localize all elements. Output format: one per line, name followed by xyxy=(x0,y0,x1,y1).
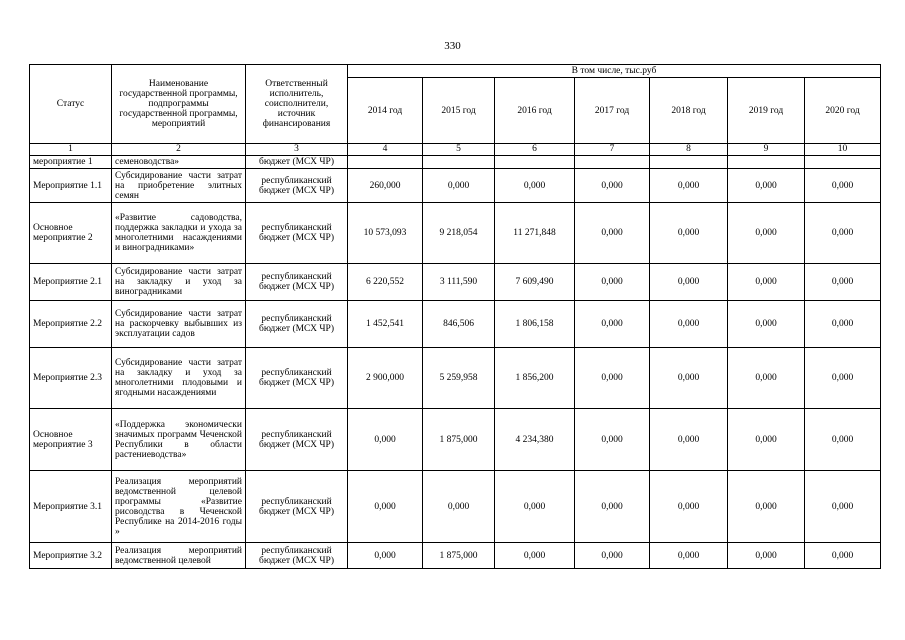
table-row xyxy=(30,348,881,409)
table-row xyxy=(30,203,881,264)
header-year: 2014 год xyxy=(348,78,423,144)
index-cell: 5 xyxy=(423,144,495,156)
executor-cell: республиканский бюджет (МСХ ЧР) xyxy=(246,543,348,569)
index-cell: 1 xyxy=(30,144,112,156)
header-year: 2019 год xyxy=(728,78,805,144)
value-cell: 1 806,158 xyxy=(495,301,575,348)
value-cell: 0,000 xyxy=(348,543,423,569)
value-cell: 1 856,200 xyxy=(495,348,575,409)
value-cell: 0,000 xyxy=(495,471,575,543)
table-row xyxy=(30,156,881,169)
header-year: 2018 год xyxy=(650,78,728,144)
table-row xyxy=(30,471,881,543)
table-row xyxy=(30,409,881,471)
page-number: 330 xyxy=(444,40,461,52)
status-cell: Мероприятие 1.1 xyxy=(30,169,112,203)
name-cell: Субсидирование части затрат на приобретение элитных семян xyxy=(112,169,246,203)
value-cell: 0,000 xyxy=(575,471,650,543)
header-executor: Ответственный исполнитель, соисполнители, источник финансирования xyxy=(246,65,348,144)
index-cell: 6 xyxy=(495,144,575,156)
value-cell: 0,000 xyxy=(575,348,650,409)
value-cell: 10 573,093 xyxy=(348,203,423,264)
value-cell: 0,000 xyxy=(575,203,650,264)
header-group: В том числе, тыс.руб xyxy=(348,65,881,78)
value-cell: 0,000 xyxy=(348,471,423,543)
value-cell: 5 259,958 xyxy=(423,348,495,409)
value-cell: 0,000 xyxy=(805,409,881,471)
value-cell: 11 271,848 xyxy=(495,203,575,264)
value-cell xyxy=(495,156,575,169)
name-cell: Субсидирование части затрат на закладку и уход за многолетними плодовыми и ягодными насаждениями xyxy=(112,348,246,409)
name-cell: Реализация мероприятий ведомственной целевой xyxy=(112,543,246,569)
value-cell: 0,000 xyxy=(805,471,881,543)
name-cell: Субсидирование части затрат на закладку и уход за виноградниками xyxy=(112,264,246,301)
value-cell xyxy=(805,156,881,169)
status-cell: Мероприятие 2.2 xyxy=(30,301,112,348)
value-cell: 0,000 xyxy=(728,471,805,543)
index-row xyxy=(30,144,881,156)
status-cell: Мероприятие 2.3 xyxy=(30,348,112,409)
executor-cell: республиканский бюджет (МСХ ЧР) xyxy=(246,169,348,203)
value-cell: 0,000 xyxy=(728,409,805,471)
name-cell: семеноводства» xyxy=(112,156,246,169)
value-cell: 0,000 xyxy=(805,543,881,569)
value-cell: 7 609,490 xyxy=(495,264,575,301)
executor-cell: республиканский бюджет (МСХ ЧР) xyxy=(246,264,348,301)
value-cell: 0,000 xyxy=(495,169,575,203)
value-cell xyxy=(348,156,423,169)
status-cell: мероприятие 1 xyxy=(30,156,112,169)
value-cell: 2 900,000 xyxy=(348,348,423,409)
status-cell: Основное мероприятие 2 xyxy=(30,203,112,264)
index-cell: 4 xyxy=(348,144,423,156)
header-year: 2020 год xyxy=(805,78,881,144)
value-cell: 0,000 xyxy=(728,203,805,264)
index-cell: 7 xyxy=(575,144,650,156)
value-cell: 0,000 xyxy=(575,169,650,203)
name-cell: «Развитие садоводства, поддержка закладки и ухода за многолетними насаждениями и виноградниками» xyxy=(112,203,246,264)
value-cell: 0,000 xyxy=(423,471,495,543)
value-cell: 0,000 xyxy=(575,409,650,471)
value-cell: 0,000 xyxy=(423,169,495,203)
value-cell: 0,000 xyxy=(650,169,728,203)
value-cell: 6 220,552 xyxy=(348,264,423,301)
value-cell: 0,000 xyxy=(650,301,728,348)
status-cell: Мероприятие 3.2 xyxy=(30,543,112,569)
table-row xyxy=(30,169,881,203)
value-cell: 0,000 xyxy=(728,543,805,569)
value-cell: 0,000 xyxy=(650,348,728,409)
header-name: Наименование государственной программы, подпрограммы государственной программы, мероприятий xyxy=(112,65,246,144)
value-cell: 1 452,541 xyxy=(348,301,423,348)
executor-cell: республиканский бюджет (МСХ ЧР) xyxy=(246,409,348,471)
value-cell: 0,000 xyxy=(650,471,728,543)
executor-cell: республиканский бюджет (МСХ ЧР) xyxy=(246,348,348,409)
value-cell: 3 111,590 xyxy=(423,264,495,301)
status-cell: Мероприятие 2.1 xyxy=(30,264,112,301)
index-cell: 8 xyxy=(650,144,728,156)
value-cell: 0,000 xyxy=(650,264,728,301)
value-cell: 0,000 xyxy=(728,169,805,203)
value-cell: 0,000 xyxy=(650,203,728,264)
name-cell: «Поддержка экономически значимых программ Чеченской Республики в области растениеводства» xyxy=(112,409,246,471)
header-status: Статус xyxy=(30,65,112,144)
value-cell: 0,000 xyxy=(650,543,728,569)
executor-cell: республиканский бюджет (МСХ ЧР) xyxy=(246,203,348,264)
value-cell: 0,000 xyxy=(805,348,881,409)
value-cell: 0,000 xyxy=(805,264,881,301)
header-year: 2016 год xyxy=(495,78,575,144)
value-cell: 260,000 xyxy=(348,169,423,203)
executor-cell: бюджет (МСХ ЧР) xyxy=(246,156,348,169)
value-cell xyxy=(728,156,805,169)
header-year: 2017 год xyxy=(575,78,650,144)
name-cell: Субсидирование части затрат на раскорчевку выбывших из эксплуатации садов xyxy=(112,301,246,348)
table-row xyxy=(30,301,881,348)
value-cell: 0,000 xyxy=(728,348,805,409)
budget-table xyxy=(29,64,881,569)
value-cell: 0,000 xyxy=(805,169,881,203)
value-cell: 846,506 xyxy=(423,301,495,348)
header-year: 2015 год xyxy=(423,78,495,144)
value-cell: 0,000 xyxy=(575,301,650,348)
value-cell: 0,000 xyxy=(805,203,881,264)
value-cell: 0,000 xyxy=(575,264,650,301)
value-cell: 0,000 xyxy=(728,301,805,348)
value-cell: 0,000 xyxy=(348,409,423,471)
index-cell: 2 xyxy=(112,144,246,156)
value-cell xyxy=(650,156,728,169)
value-cell: 1 875,000 xyxy=(423,409,495,471)
value-cell: 4 234,380 xyxy=(495,409,575,471)
name-cell: Реализация мероприятий ведомственной целевой программы «Развитие рисоводства в Чеченской Республике на 2014-2016 годы » xyxy=(112,471,246,543)
executor-cell: республиканский бюджет (МСХ ЧР) xyxy=(246,301,348,348)
executor-cell: республиканский бюджет (МСХ ЧР) xyxy=(246,471,348,543)
value-cell: 0,000 xyxy=(575,543,650,569)
table-row xyxy=(30,264,881,301)
table-row xyxy=(30,543,881,569)
value-cell: 0,000 xyxy=(805,301,881,348)
value-cell: 0,000 xyxy=(650,409,728,471)
value-cell xyxy=(423,156,495,169)
status-cell: Основное мероприятие 3 xyxy=(30,409,112,471)
value-cell: 1 875,000 xyxy=(423,543,495,569)
index-cell: 9 xyxy=(728,144,805,156)
index-cell: 3 xyxy=(246,144,348,156)
index-cell: 10 xyxy=(805,144,881,156)
value-cell: 0,000 xyxy=(728,264,805,301)
value-cell: 0,000 xyxy=(495,543,575,569)
value-cell xyxy=(575,156,650,169)
status-cell: Мероприятие 3.1 xyxy=(30,471,112,543)
value-cell: 9 218,054 xyxy=(423,203,495,264)
